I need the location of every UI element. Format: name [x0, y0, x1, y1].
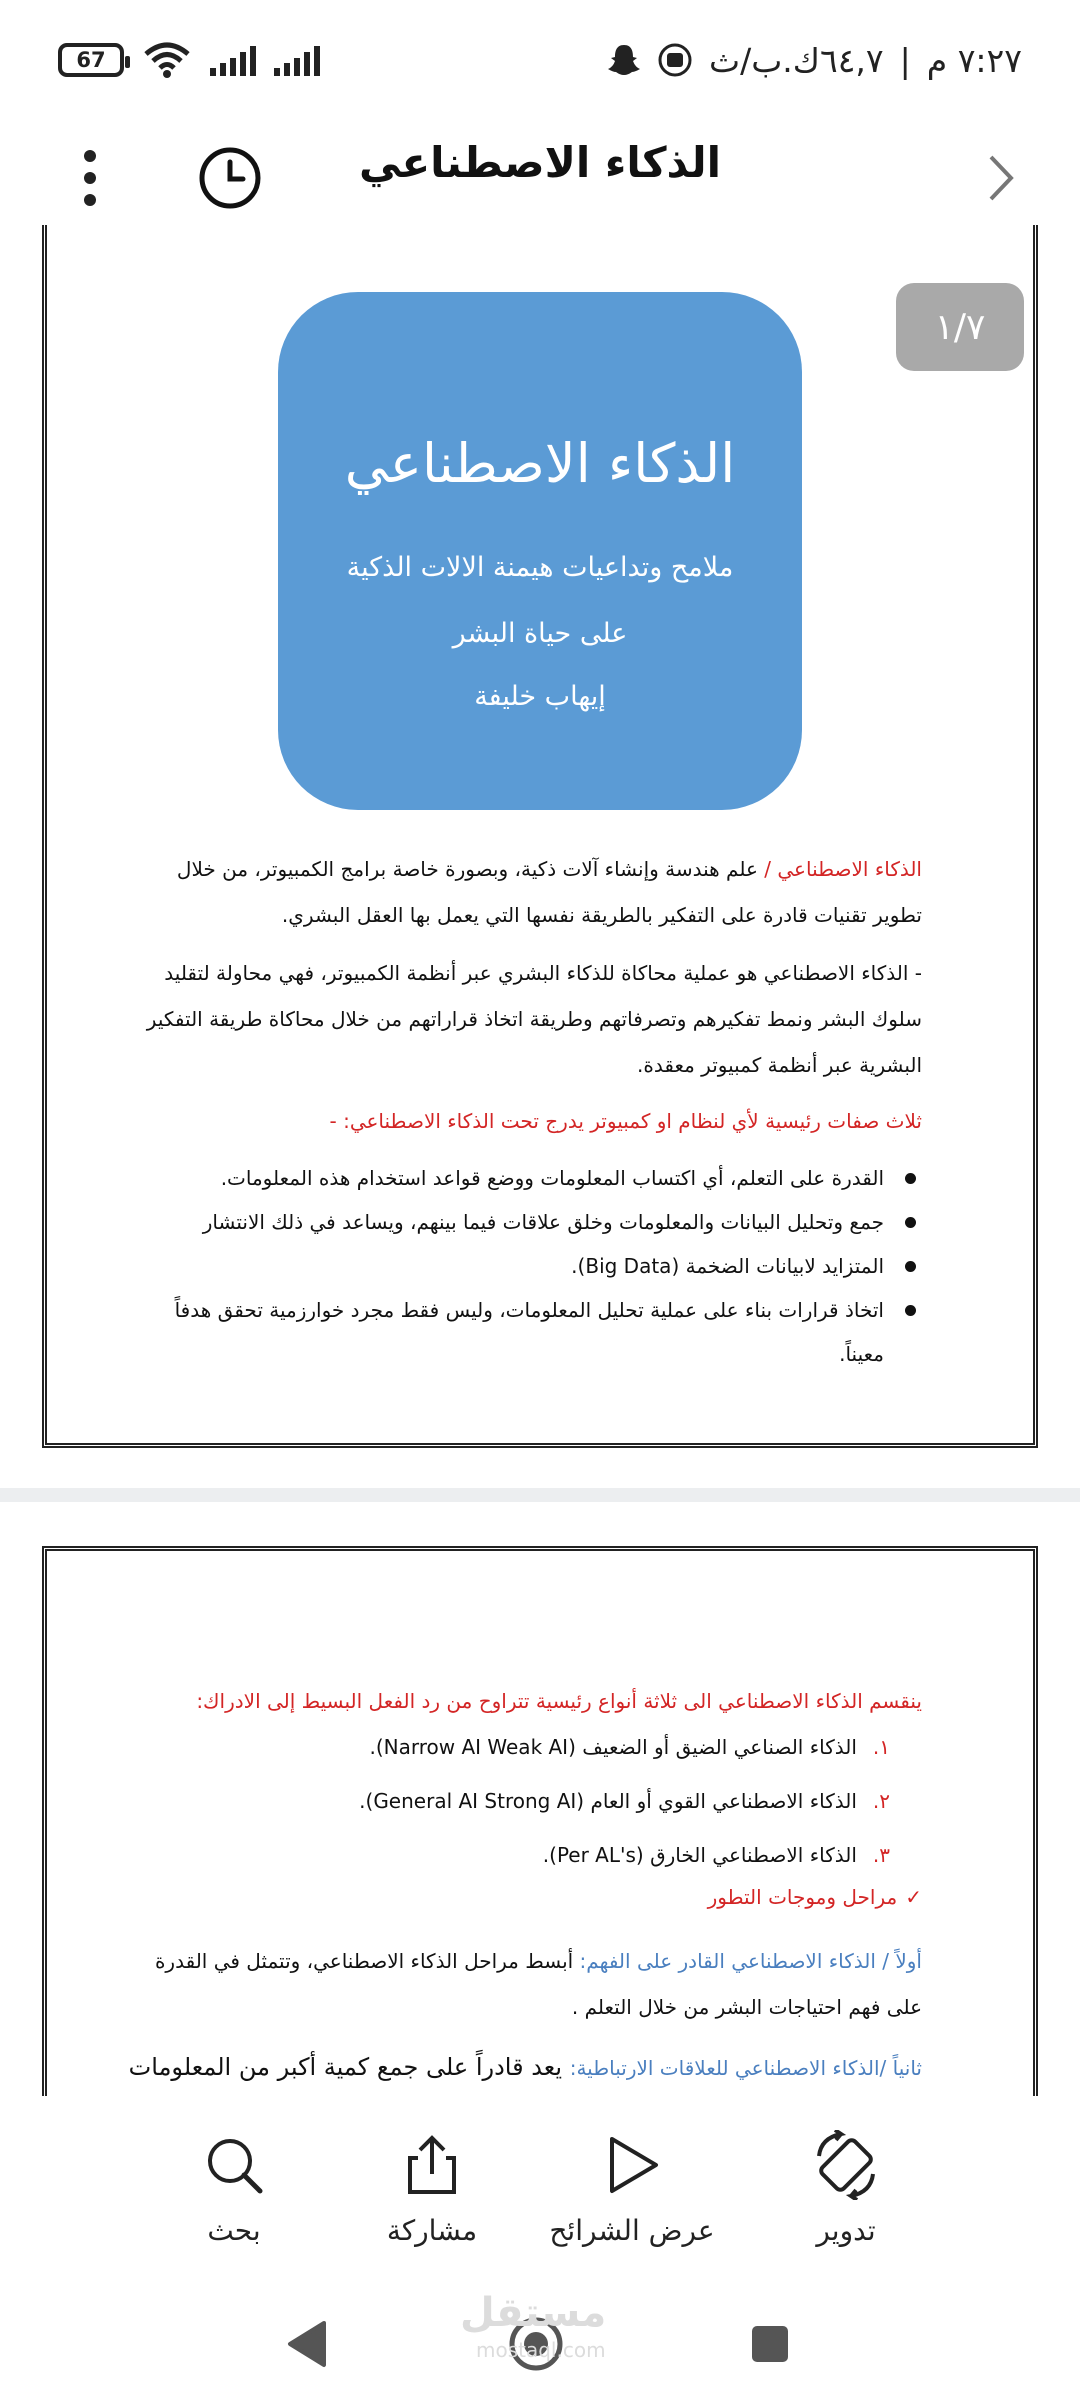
nav-back-icon: [284, 2319, 328, 2369]
list-number: ١.: [872, 1735, 890, 1759]
stages-label: مراحل وموجات التطور: [707, 1885, 898, 1909]
back-button[interactable]: [970, 138, 1030, 218]
simulation-paragraph: [122, 950, 922, 1088]
page-title: الذكاء الاصطناعي: [359, 138, 721, 187]
stage-two-text: يعد قادراً على جمع كمية أكبر من المعلومات: [128, 2053, 570, 2081]
status-left: [58, 38, 320, 82]
cover-subtitle-line-2: على حياة البشر: [452, 618, 628, 649]
nav-back-button[interactable]: [266, 2304, 346, 2384]
signal-icon-2: [274, 44, 320, 76]
snapchat-icon: [607, 42, 641, 78]
status-separator: |: [899, 40, 911, 80]
definition-label: الذكاء الاصطناعي /: [764, 857, 922, 881]
share-button[interactable]: [332, 2100, 532, 2247]
list-item: القدرة على التعلم، أي اكتساب المعلومات ووضع قواعد استخدام هذه المعلومات.: [162, 1156, 922, 1200]
network-speed: ٦٤,٧ك.ب/ث: [709, 40, 884, 80]
traits-heading: ثلاث صفات رئيسية لأي لنظام او كمبيوتر يدرج تحت الذكاء الاصطناعي: -: [329, 1109, 922, 1133]
search-label: بحث: [207, 2214, 261, 2247]
list-item: اتخاذ قرارات بناء على عملية تحليل المعلومات، وليس فقط مجرد خوارزمية تحقق هدفاً معيناً.: [162, 1288, 922, 1376]
stage-one-paragraph: [122, 1938, 922, 2030]
rotate-button[interactable]: [746, 2100, 946, 2247]
list-text: الذكاء الصناعي الضيق أو الضعيف (Narrow AI Weak AI).: [369, 1735, 857, 1759]
battery-indicator: [58, 43, 124, 77]
stage-one-text: أبسط مراحل الذكاء الاصطناعي، وتتمثل في القدرة: [154, 1949, 580, 1973]
slideshow-button[interactable]: [532, 2100, 732, 2247]
check-icon: ✓: [905, 1885, 922, 1909]
list-text: الذكاء الاصطناعي الخارق (Per AL's).: [542, 1843, 857, 1867]
page-separator: [0, 1488, 1080, 1502]
list-item: جمع وتحليل البيانات والمعلومات وخلق علاقات فيما بينهم، ويساعد في ذلك الانتشار: [162, 1200, 922, 1244]
traits-list: [162, 1156, 922, 1376]
share-label: مشاركة: [386, 2214, 478, 2247]
simulation-line-1: - الذكاء الاصطناعي هو عملية محاكاة للذكاء البشري عبر أنظمة الكمبيوتر، فهي محاولة لتقليد: [164, 961, 922, 985]
search-button[interactable]: [134, 2100, 334, 2247]
stage-one-label: أولاً / الذكاء الاصطناعي القادر على الفهم:: [579, 1949, 922, 1973]
watermark-url: mostaql.com: [476, 2338, 606, 2362]
list-number: ٣.: [872, 1843, 890, 1867]
rotate-icon: [811, 2130, 881, 2200]
nav-recents-button[interactable]: [730, 2304, 810, 2384]
wifi-icon: [142, 42, 192, 78]
stage-two-paragraph: [122, 2044, 922, 2091]
status-time: ٧:٢٧ م: [926, 40, 1022, 80]
definition-paragraph: [162, 846, 922, 938]
simulation-line-2: سلوك البشر ونمط تفكيرهم وتصرفاتهم وطريقة اتخاذ قراراتهم من خلال محاكاة طريقة التفكير: [146, 1007, 922, 1031]
app-bar: [0, 120, 1080, 240]
search-icon: [202, 2133, 266, 2197]
status-bar: [0, 0, 1080, 120]
list-item-continuation: المتزايد لابيانات الضخمة (Big Data).: [162, 1244, 922, 1288]
stages-heading: [522, 1874, 922, 1920]
watermark-logo: مستقل: [460, 2290, 607, 2336]
cover-title: الذكاء الاصطناعي: [344, 432, 736, 495]
stage-one-text-2: على فهم احتياجات البشر من خلال التعلم .: [571, 1995, 922, 2019]
types-heading: ينقسم الذكاء الاصطناعي الى ثلاثة أنواع رئيسية تتراوح من رد الفعل البسيط إلى الادراك:: [196, 1689, 922, 1713]
cover-card: [278, 292, 802, 810]
cover-subtitle-line-1: ملامح وتداعيات هيمنة الالات الذكية: [346, 552, 734, 583]
definition-line-1: علم هندسة وإنشاء آلات ذكية، وبصورة خاصة برامج الكمبيوتر، من خلال: [176, 857, 765, 881]
play-icon: [602, 2133, 662, 2197]
share-icon: [402, 2132, 462, 2198]
bottom-action-bar: [0, 2100, 1080, 2270]
list-item: [130, 1720, 890, 1774]
slideshow-label: عرض الشرائح: [549, 2214, 715, 2247]
list-number: ٢.: [872, 1789, 890, 1813]
battery-level: 67: [76, 48, 106, 72]
simulation-line-3: البشرية عبر أنظمة كمبيوتر معقدة.: [637, 1053, 922, 1077]
chevron-right-icon: [985, 153, 1015, 203]
stage-two-label: ثانياً /الذكاء الاصطناعي للعلاقات الارتباطية:: [569, 2056, 922, 2080]
types-list: [130, 1720, 890, 1882]
cover-subtitle: [278, 535, 802, 667]
definition-line-2: تطوير تقنيات قادرة على التفكير بالطريقة نفسها التي يعمل بها العقل البشري.: [281, 903, 922, 927]
nav-recents-icon: [748, 2322, 792, 2366]
rotate-label: تدوير: [816, 2214, 876, 2247]
page-counter: ١/٧: [896, 283, 1024, 371]
cover-author: إيهاب خليفة: [474, 681, 606, 712]
list-item: [130, 1774, 890, 1828]
list-text: الذكاء الاصطناعي القوي أو العام (General AI Strong AI).: [359, 1789, 857, 1813]
record-icon: [657, 42, 693, 78]
status-right: [607, 36, 1022, 84]
signal-icon-1: [210, 44, 256, 76]
